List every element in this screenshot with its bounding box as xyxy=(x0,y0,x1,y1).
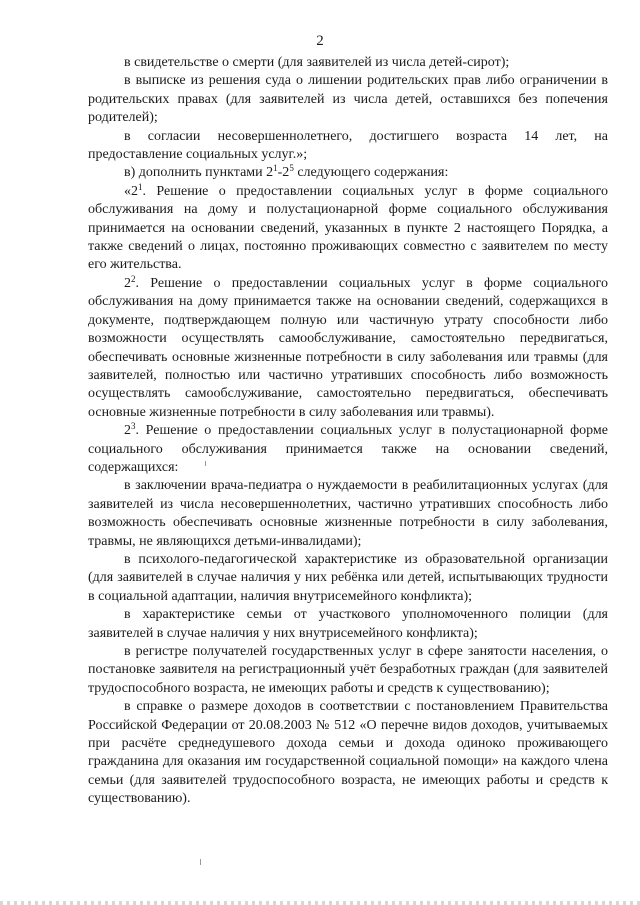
paragraph-7: $2^3$. Решение о предоставлении социальных услуг в полустационарной форме социального обслуживания принимается также на основании сведений, содержащихся: xyxy=(88,421,608,475)
paragraph-9: в психолого-педагогической характеристике из образовательной организации (для заявителей в случае наличия у них ребёнка или детей, испытывающих трудности в социальной адаптации, наличия внутрисемейного конфликта); xyxy=(88,551,608,604)
scan-artifact-mark xyxy=(200,859,201,865)
paragraph-11: в регистре получателей государственных услуг в сфере занятости населения, о постановке заявителя на регистрационный учёт безработных граждан (для заявителей трудоспособного возраста, не имеющих работы и средств к существованию); xyxy=(88,644,608,696)
paragraph-6: $2^2$. Решение о предоставлении социальных услуг в форме социального обслуживания на дому принимается также на основании сведений, содержащихся в документе, подтверждающем полную или частичную утрату способности либо возможности осуществлять самообслуживание, самостоятельно передвигаться, обеспечивать основные жизненные потребности в силу заболевания или травмы (для заявителей, полностью или частично утративших способность либо возможность осуществлять самообслуживание, самостоятельно передвигаться, обеспечивать основные жизненные потребности в силу заболевания или травмы). xyxy=(88,273,608,420)
paragraph-3: в согласии несовершеннолетнего, достигшего возраста 14 лет, на предоставление социальных услуг.»; xyxy=(88,128,608,163)
page-number: 2 xyxy=(316,33,324,49)
paragraph-1: в свидетельстве о смерти (для заявителей из числа детей-сирот); xyxy=(124,55,510,70)
paragraph-2: в выписке из решения суда о лишении родительских прав либо ограничении в родительских правах (для заявителей из числа детей, оставшихся без попечения родителей); xyxy=(88,73,608,126)
paragraph-4: в) дополнить пунктами $2^1-2^5$ следующего содержания: xyxy=(124,163,449,181)
scan-artifact-mark xyxy=(205,461,206,466)
paragraph-12: в справке о размере доходов в соответствии с постановлением Правительства Российской Федерации от 20.08.2003 № 512 «О перечне видов доходов, учитываемых при расчёте среднедушевого дохода семьи и дохода одиноко проживающего гражданина для оказания им государственной социальной помощи» на каждого члена семьи (для заявителей трудоспособного возраста, не имеющих работы и средств к существованию). xyxy=(88,699,608,807)
document-body xyxy=(88,54,608,809)
paragraph-10: в характеристике семьи от участкового уполномоченного полиции (для заявителей в случае наличия у них внутрисемейного конфликта); xyxy=(88,607,608,641)
paragraph-5: «$2^1$. Решение о предоставлении социальных услуг в форме социального обслуживания на дому и полустационарной форме социального обслуживания принимается на основании сведений, указанных в пункте 2 настоящего Порядка, а также сведений о лицах, постоянно проживающих совместно с заявителем по месту его жительства. xyxy=(88,181,608,273)
paragraph-8: в заключении врача-педиатра о нуждаемости в реабилитационных услугах (для заявителей из числа несовершеннолетних, частично утративших способность либо возможность обеспечивать основные жизненные потребности в силу заболевания, травмы, не являющихся детьми-инвалидами); xyxy=(88,478,608,549)
scan-edge-artifact xyxy=(0,901,640,905)
